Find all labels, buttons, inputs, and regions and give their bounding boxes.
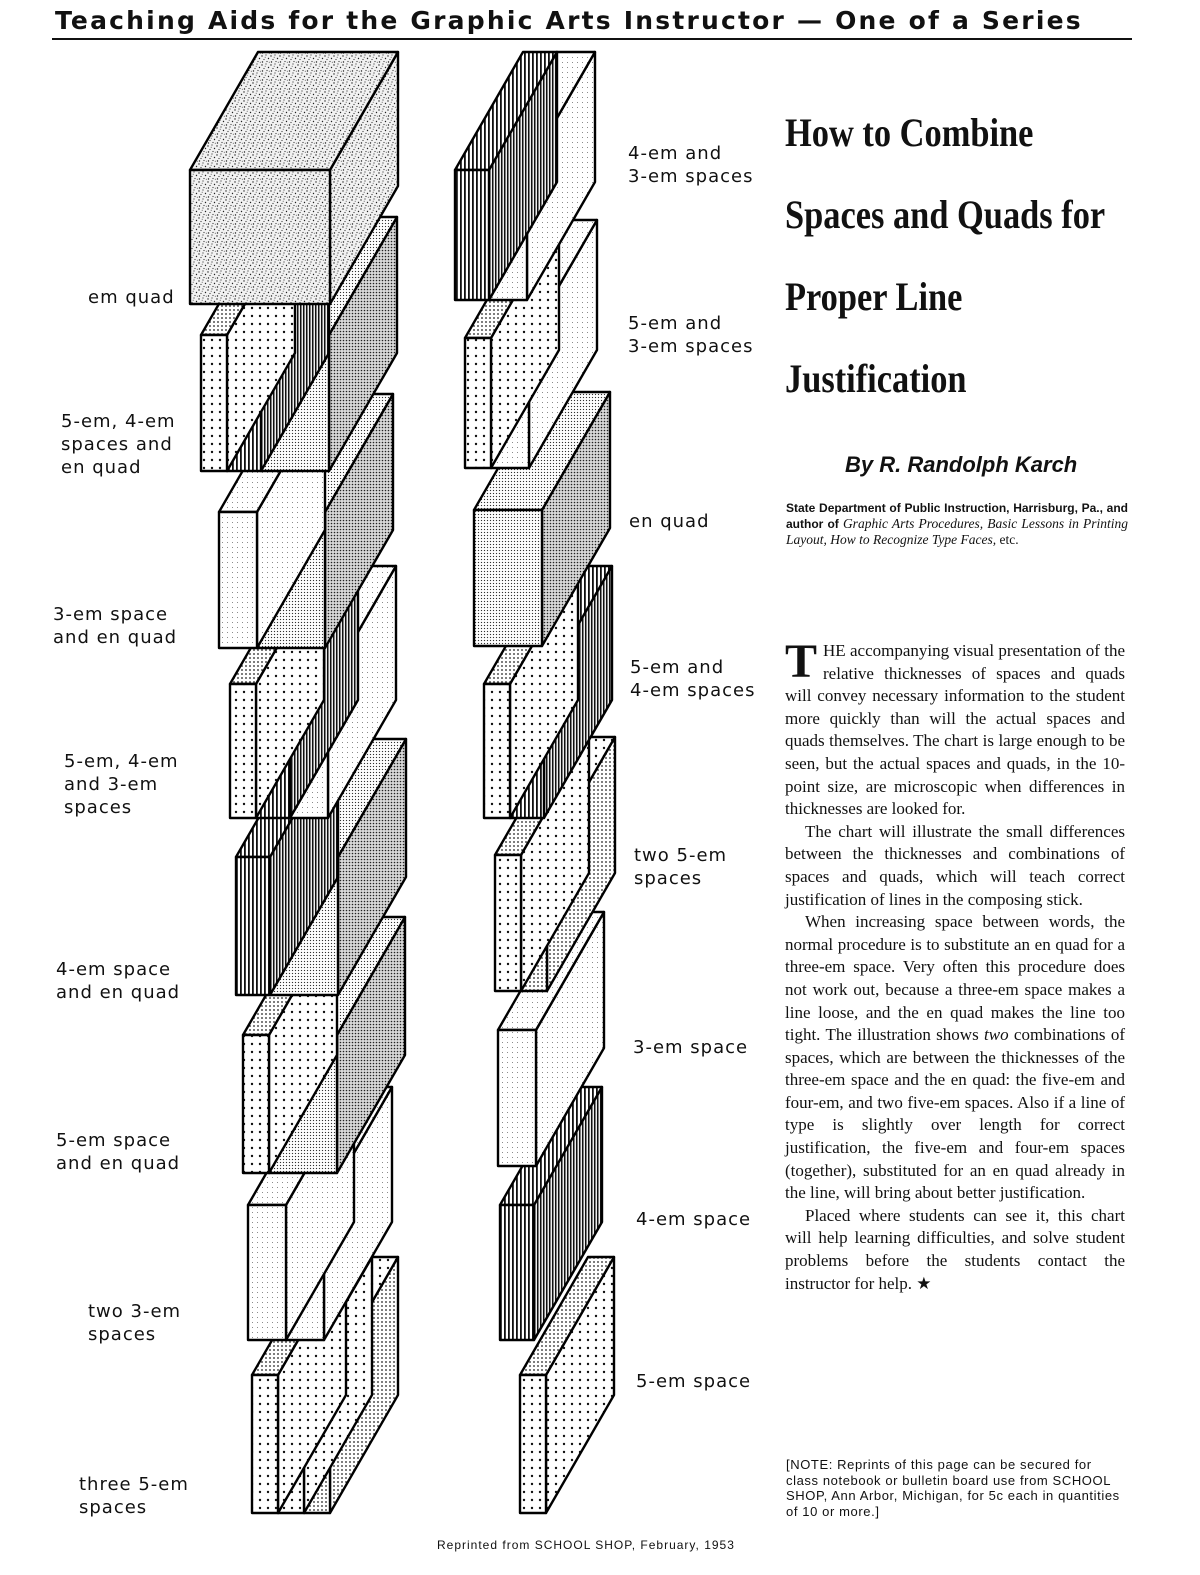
paragraph-3-b: combinations of spaces, which are between the thicknesses of the three-em space and the en quad: the five-em and four-em, and two five-em spaces. Also if a line of type is slightly over length for correct justification, the five-em and four-em spaces (together), substituted for an en quad already in the line, will bring about better justification. [785, 1025, 1126, 1203]
block-front-face [243, 1035, 269, 1173]
block-front-face [219, 512, 257, 648]
block-front-face [465, 338, 491, 468]
left-label-7: two 3-em spaces [88, 1301, 182, 1345]
right-label-1: 4-em and 3-em spaces [628, 143, 754, 187]
left-label-2: 5-em, 4-em spaces and en quad [61, 411, 176, 478]
left-label-1: em quad [88, 287, 175, 308]
paragraph-3-a: When increasing space between words, the normal procedure is to substitute an en quad for a three-em space. Very often this procedure does not work out, because a three-em space makes a line loose, and the en quad makes the line too tight. The illustration shows [785, 912, 1125, 1045]
block-front-face [190, 170, 330, 304]
paragraph-2: The chart will illustrate the small differences between the thicknesses and combinations of spaces and quads, which will teach correct justification of lines in the composing stick. [785, 821, 1125, 909]
right-label-2: 5-em and 3-em spaces [628, 313, 754, 357]
paragraph-4: Placed where students can see it, this chart will help learning difficulties, and solve student problems before the students contact the instructor for help. ★ [785, 1205, 1125, 1293]
article-body [785, 635, 1126, 1295]
article-title: How to Combine Spaces and Quads for Proper Line Justification [785, 110, 1105, 401]
author-affiliation [786, 500, 1128, 548]
block-front-face [236, 857, 270, 995]
paragraph-3-emphasis: two [984, 1025, 1009, 1045]
right-label-6: 3-em space [633, 1037, 749, 1058]
block-front-face [455, 170, 489, 300]
block-front-face [484, 684, 510, 818]
left-label-6: 5-em space and en quad [56, 1130, 181, 1174]
block-front-face [201, 335, 227, 471]
block-front-face [520, 1375, 546, 1513]
author-byline: By R. Randolph Karch [845, 452, 1078, 477]
affiliation-lead: State Department of Public Instruction, Harrisburg, Pa., and author of [786, 501, 1128, 531]
right-label-3: en quad [629, 511, 710, 532]
paragraph-3 [785, 911, 1125, 1205]
block-front-face [500, 1205, 534, 1340]
paragraph-1-text: HE accompanying visual presentation of the relative thicknesses of spaces and quads will convey necessary information to the student more quickly than will the actual spaces and quads themselves. The chart is large enough to be seen, but the actual spaces and quads, in the 10-point size, are microscopic when differences in thicknesses are looked for. [785, 641, 1125, 819]
block-front-face [230, 684, 256, 818]
left-label-3: 3-em space and en quad [53, 604, 178, 648]
right-label-8: 5-em space [636, 1371, 752, 1392]
left-label-4: 5-em, 4-em and 3-em spaces [64, 751, 179, 818]
block-front-face [498, 1030, 536, 1166]
reprint-note: [NOTE: Reprints of this page can be secured for class notebook or bulletin board use from SCHOOL SHOP, Ann Arbor, Michigan, for 5c each in quantities of 10 or more.] [786, 1457, 1120, 1519]
block-front-face [248, 1205, 286, 1340]
right-block-column [455, 52, 615, 1513]
affiliation-books: Graphic Arts Procedures, Basic Lessons in Printing Layout, How to Recognize Type Faces, [786, 516, 1128, 547]
series-header: Teaching Aids for the Graphic Arts Instructor — One of a Series [55, 6, 1083, 35]
block-front-face [495, 855, 521, 991]
left-label-5: 4-em space and en quad [56, 959, 181, 1003]
left-label-8: three 5-em spaces [79, 1474, 189, 1518]
block-front-face [474, 510, 542, 646]
affiliation-tail: etc. [999, 532, 1019, 547]
right-label-4: 5-em and 4-em spaces [630, 657, 756, 701]
paragraph-1 [785, 635, 1125, 821]
block-front-face [252, 1375, 278, 1513]
right-label-7: 4-em space [636, 1209, 752, 1230]
left-block-column [190, 52, 406, 1513]
right-label-5: two 5-em spaces [634, 845, 728, 889]
drop-cap: T [785, 635, 818, 688]
reprint-footer: Reprinted from SCHOOL SHOP, February, 1953 [437, 1538, 735, 1552]
